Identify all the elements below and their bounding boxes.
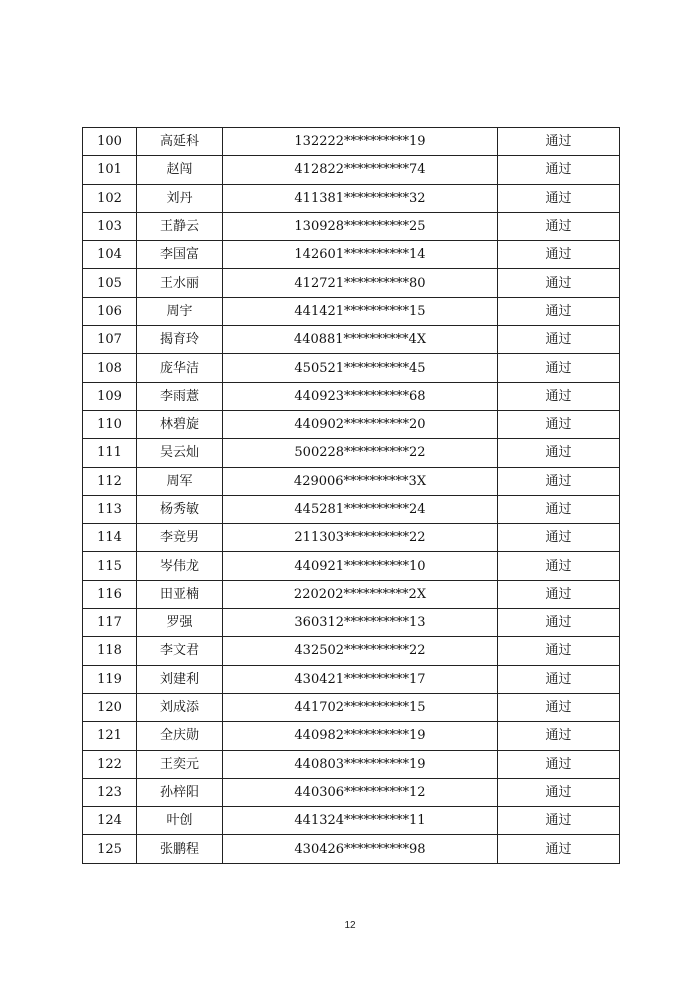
result-cell: 通过 [498,835,620,863]
table-row [83,495,620,523]
table-row [83,297,620,325]
result-cell: 通过 [498,439,620,467]
name-cell: 周宇 [137,297,223,325]
row-number-cell: 122 [83,750,137,778]
id-number-cell: 142601**********14 [223,241,498,269]
results-table [82,127,620,864]
name-cell: 罗强 [137,609,223,637]
name-cell: 孙梓阳 [137,778,223,806]
id-number-cell: 430426**********98 [223,835,498,863]
row-number-cell: 111 [83,439,137,467]
id-number-cell: 440902**********20 [223,410,498,438]
result-cell: 通过 [498,665,620,693]
result-cell: 通过 [498,807,620,835]
name-cell: 揭育玲 [137,326,223,354]
result-cell: 通过 [498,467,620,495]
table-row [83,552,620,580]
page-number: 12 [344,920,356,931]
row-number-cell: 112 [83,467,137,495]
row-number-cell: 104 [83,241,137,269]
name-cell: 张鹏程 [137,835,223,863]
row-number-cell: 106 [83,297,137,325]
id-number-cell: 432502**********22 [223,637,498,665]
result-cell: 通过 [498,326,620,354]
table-row [83,609,620,637]
id-number-cell: 441324**********11 [223,807,498,835]
table-row [83,326,620,354]
row-number-cell: 125 [83,835,137,863]
name-cell: 庞华洁 [137,354,223,382]
result-cell: 通过 [498,128,620,156]
result-cell: 通过 [498,297,620,325]
id-number-cell: 440881**********4X [223,326,498,354]
table-row [83,269,620,297]
table-row [83,128,620,156]
table-row [83,212,620,240]
table-row [83,722,620,750]
row-number-cell: 124 [83,807,137,835]
name-cell: 刘成添 [137,693,223,721]
result-cell: 通过 [498,722,620,750]
id-number-cell: 441421**********15 [223,297,498,325]
table-row [83,750,620,778]
result-cell: 通过 [498,693,620,721]
result-cell: 通过 [498,184,620,212]
table-row [83,382,620,410]
id-number-cell: 220202**********2X [223,580,498,608]
table-row [83,665,620,693]
table-row [83,410,620,438]
table-row [83,807,620,835]
result-cell: 通过 [498,778,620,806]
row-number-cell: 107 [83,326,137,354]
id-number-cell: 440306**********12 [223,778,498,806]
name-cell: 王静云 [137,212,223,240]
id-number-cell: 130928**********25 [223,212,498,240]
row-number-cell: 101 [83,156,137,184]
result-cell: 通过 [498,212,620,240]
table-row [83,778,620,806]
table-row [83,354,620,382]
row-number-cell: 102 [83,184,137,212]
id-number-cell: 429006**********3X [223,467,498,495]
name-cell: 全庆勋 [137,722,223,750]
id-number-cell: 412822**********74 [223,156,498,184]
id-number-cell: 211303**********22 [223,524,498,552]
result-cell: 通过 [498,495,620,523]
row-number-cell: 108 [83,354,137,382]
name-cell: 吴云灿 [137,439,223,467]
row-number-cell: 120 [83,693,137,721]
row-number-cell: 109 [83,382,137,410]
id-number-cell: 360312**********13 [223,609,498,637]
id-number-cell: 411381**********32 [223,184,498,212]
table-row [83,439,620,467]
name-cell: 李竞男 [137,524,223,552]
result-cell: 通过 [498,269,620,297]
table-row [83,637,620,665]
table-row [83,467,620,495]
name-cell: 刘丹 [137,184,223,212]
result-cell: 通过 [498,524,620,552]
result-cell: 通过 [498,552,620,580]
name-cell: 高延科 [137,128,223,156]
row-number-cell: 123 [83,778,137,806]
table-row [83,693,620,721]
name-cell: 王奕元 [137,750,223,778]
row-number-cell: 119 [83,665,137,693]
id-number-cell: 412721**********80 [223,269,498,297]
row-number-cell: 103 [83,212,137,240]
name-cell: 杨秀敏 [137,495,223,523]
results-table-body [83,128,620,864]
table-row [83,835,620,863]
id-number-cell: 440921**********10 [223,552,498,580]
name-cell: 赵闯 [137,156,223,184]
id-number-cell: 430421**********17 [223,665,498,693]
result-cell: 通过 [498,750,620,778]
name-cell: 叶创 [137,807,223,835]
name-cell: 田亚楠 [137,580,223,608]
id-number-cell: 440923**********68 [223,382,498,410]
name-cell: 李国富 [137,241,223,269]
name-cell: 岑伟龙 [137,552,223,580]
result-cell: 通过 [498,382,620,410]
row-number-cell: 118 [83,637,137,665]
name-cell: 刘建利 [137,665,223,693]
id-number-cell: 440803**********19 [223,750,498,778]
row-number-cell: 116 [83,580,137,608]
result-cell: 通过 [498,580,620,608]
id-number-cell: 440982**********19 [223,722,498,750]
name-cell: 李文君 [137,637,223,665]
row-number-cell: 115 [83,552,137,580]
id-number-cell: 441702**********15 [223,693,498,721]
result-cell: 通过 [498,637,620,665]
result-cell: 通过 [498,156,620,184]
name-cell: 周军 [137,467,223,495]
table-row [83,241,620,269]
row-number-cell: 117 [83,609,137,637]
table-row [83,184,620,212]
row-number-cell: 114 [83,524,137,552]
row-number-cell: 121 [83,722,137,750]
id-number-cell: 500228**********22 [223,439,498,467]
id-number-cell: 445281**********24 [223,495,498,523]
name-cell: 王水丽 [137,269,223,297]
result-cell: 通过 [498,354,620,382]
result-cell: 通过 [498,241,620,269]
row-number-cell: 100 [83,128,137,156]
name-cell: 林碧旋 [137,410,223,438]
id-number-cell: 450521**********45 [223,354,498,382]
row-number-cell: 113 [83,495,137,523]
table-row [83,156,620,184]
id-number-cell: 132222**********19 [223,128,498,156]
table-row [83,524,620,552]
result-cell: 通过 [498,609,620,637]
table-row [83,580,620,608]
row-number-cell: 110 [83,410,137,438]
result-cell: 通过 [498,410,620,438]
name-cell: 李雨薏 [137,382,223,410]
row-number-cell: 105 [83,269,137,297]
